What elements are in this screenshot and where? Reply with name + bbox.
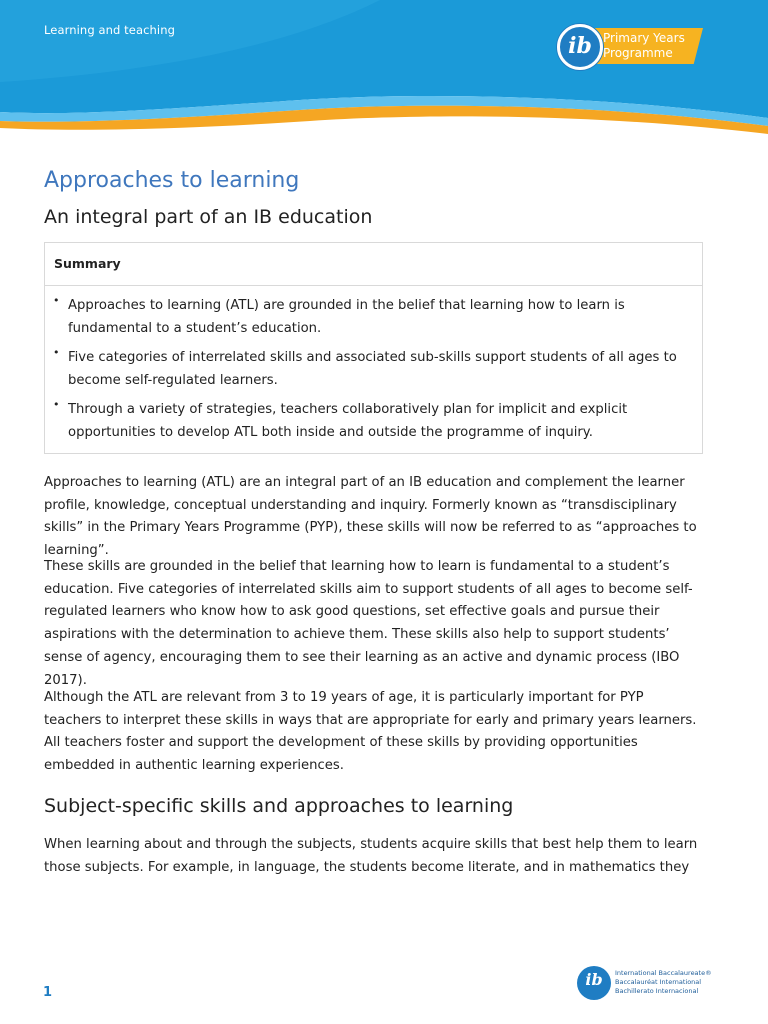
page-number: 1: [43, 985, 53, 1000]
summary-box: [44, 242, 703, 454]
footer-ib-logo: [577, 966, 712, 1002]
body-paragraph-2: These skills are grounded in the belief that learning how to learn is fundamental to a student’s education. Five categories of interrelated skills aim to support students of all ages to become self-regulated learners who know how to ask good questions, set effective goals and pursue their aspirations with the determination to achieve them. These skills also help to support students’ sense of agency, encouraging them to see their learning as an active and dynamic process (IBO 2017).: [44, 559, 693, 688]
header-wave-graphic: [0, 0, 768, 145]
body-paragraph-1: Approaches to learning (ATL) are an integral part of an IB education and complement the learner profile, knowledge, conceptual understanding and inquiry. Formerly known as “transdisciplinary skills” in the Primary Years Programme (PYP), these skills will now be referred to as “approaches to learning”.: [44, 475, 697, 559]
page-title: Approaches to learning: [44, 168, 300, 193]
pyp-programme-badge: [557, 24, 707, 70]
summary-heading: Summary: [45, 243, 702, 286]
header-section-label: Learning and teaching: [44, 23, 175, 37]
pyp-badge-line2: Programme: [603, 46, 673, 60]
summary-list: [45, 286, 702, 444]
ib-logo-letters: ib: [568, 33, 592, 59]
ib-logo-line: Baccalauréat International: [615, 978, 702, 986]
ib-logo-line: International Baccalaureate®: [615, 969, 712, 977]
section-heading: Subject-specific skills and approaches to learning: [44, 795, 514, 817]
ib-footer-logo-letters: ib: [585, 970, 603, 989]
ib-footer-logo-text: [615, 969, 712, 996]
summary-item: • Approaches to learning (ATL) are grounded in the belief that learning how to learn is fundamental to a student’s education.: [53, 295, 682, 340]
body-paragraph-3: Although the ATL are relevant from 3 to 19 years of age, it is particularly important for PYP teachers to interpret these skills in ways that are appropriate for early and primary years learners. All teachers foster and support the development of these skills by providing opportunities embedded in authentic learning experiences.: [44, 690, 697, 774]
section-paragraph: When learning about and through the subjects, students acquire skills that best help them to learn those subjects. For example, in language, the students become literate, and in mathematics they: [44, 837, 698, 875]
ib-footer-logo-icon: [577, 966, 611, 1000]
summary-item: • Through a variety of strategies, teachers collaboratively plan for implicit and explicit opportunities to develop ATL both inside and outside the programme of inquiry.: [53, 399, 682, 444]
page-header: [0, 0, 768, 145]
ib-logo-icon: [557, 24, 603, 70]
summary-item: • Five categories of interrelated skills and associated sub-skills support students of all ages to become self-regulated learners.: [53, 347, 682, 392]
pyp-badge-line1: Primary Years: [603, 31, 685, 45]
pyp-badge-text: [603, 31, 685, 61]
page-subtitle: An integral part of an IB education: [44, 206, 373, 228]
ib-logo-line: Bachillerato Internacional: [615, 987, 699, 995]
